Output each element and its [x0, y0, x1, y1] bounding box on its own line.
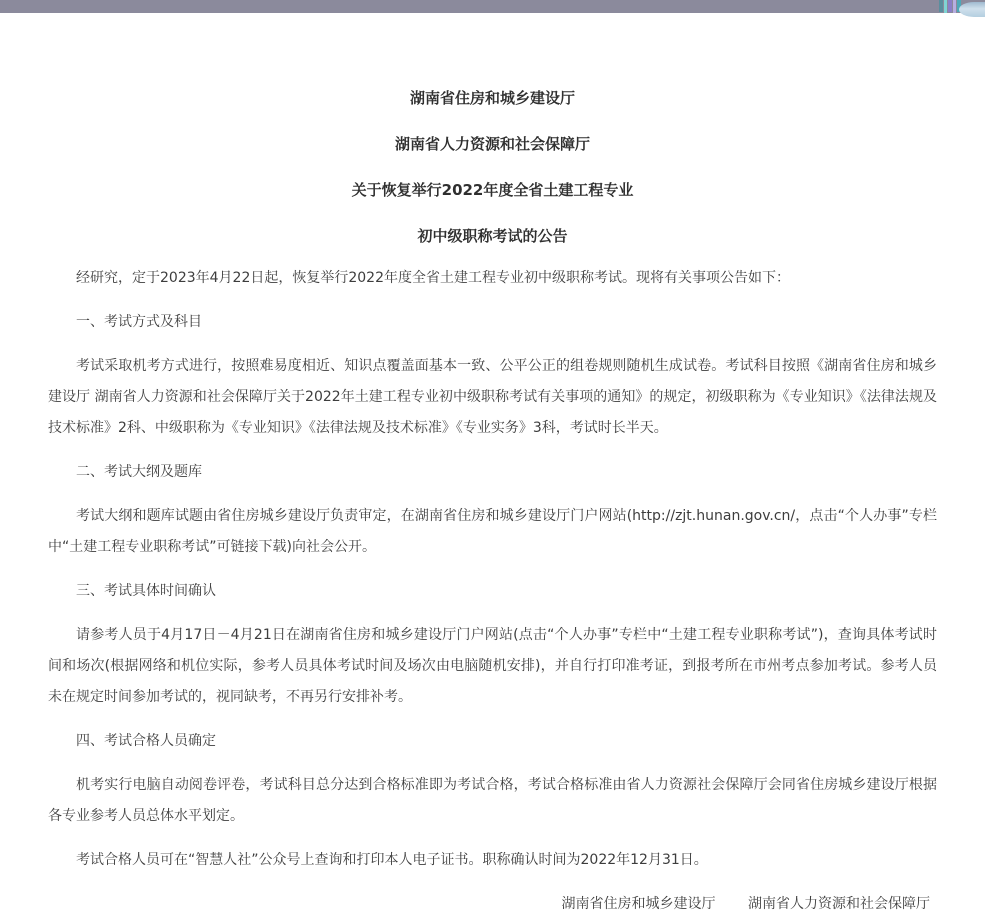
section-heading-4: 四、考试合格人员确定: [76, 733, 216, 749]
section-heading-3: 三、考试具体时间确认: [76, 583, 216, 599]
decoration-stripe: [948, 0, 952, 12]
section-heading-1: 一、考试方式及科目: [76, 314, 202, 330]
paragraph-syllabus: 考试大纲和题库试题由省住房城乡建设厅负责审定，在湖南省住房和城乡建设厅门户网站(http://zjt.hunan.gov.cn/，点击“个人办事”专栏中“土建工程专业职称考试”可链接下载)向社会公开。: [48, 508, 937, 555]
issuer-title-hr-dept: 湖南省人力资源和社会保障厅: [394, 135, 590, 153]
signature-org-hr-dept: 湖南省人力资源和社会保障厅: [748, 896, 930, 912]
window-top-bar: [0, 0, 985, 13]
decoration-stripe: [953, 0, 956, 13]
signature-org-housing-dept: 湖南省住房和城乡建设厅: [561, 896, 716, 912]
announcement-title-line-1: 关于恢复举行2022年度全省土建工程专业: [351, 181, 634, 199]
announcement-title-line-2: 初中级职称考试的公告: [417, 227, 568, 245]
paragraph-passing-standard: 机考实行电脑自动阅卷评卷，考试科目总分达到合格标准即为考试合格，考试合格标准由省人力资源社会保障厅会同省住房城乡建设厅根据各专业参考人员总体水平划定。: [48, 777, 937, 824]
paragraph-exam-method: 考试采取机考方式进行，按照难易度相近、知识点覆盖面基本一致、公平公正的组卷规则随机生成试卷。考试科目按照《湖南省住房和城乡建设厅 湖南省人力资源和社会保障厅关于2022年土建工程专业初中级职称考试有关事项的通知》的规定，初级职称为《专业知识》《法律法规及技术标准》2科、中级职称为《专业知识》《法律法规及技术标准》《专业实务》3科，考试时长半天。: [48, 358, 937, 436]
issuer-title-housing-dept: 湖南省住房和城乡建设厅: [409, 89, 575, 107]
paragraph-certificate: 考试合格人员可在“智慧人社”公众号上查询和打印本人电子证书。职称确认时间为2022年12月31日。: [76, 852, 708, 868]
announcement-document: [0, 13, 985, 912]
paragraph-schedule: 请参考人员于4月17日－4月21日在湖南省住房和城乡建设厅门户网站(点击“个人办事”专栏中“土建工程专业职称考试”)，查询具体考试时间和场次(根据网络和机位实际，参考人员具体考试时间及场次由电脑随机安排)，并自行打印准考证，到报考所在市州考点参加考试。参考人员未在规定时间参加考试的，视同缺考，不再另行安排补考。: [48, 627, 937, 705]
decoration-stripe: [939, 0, 943, 12]
section-heading-2: 二、考试大纲及题库: [76, 464, 202, 480]
signature-line: [48, 889, 937, 912]
decoration-stripe: [944, 0, 947, 13]
paragraph-intro: 经研究，定于2023年4月22日起，恢复举行2022年度全省土建工程专业初中级职称考试。现将有关事项公告如下：: [76, 270, 790, 286]
